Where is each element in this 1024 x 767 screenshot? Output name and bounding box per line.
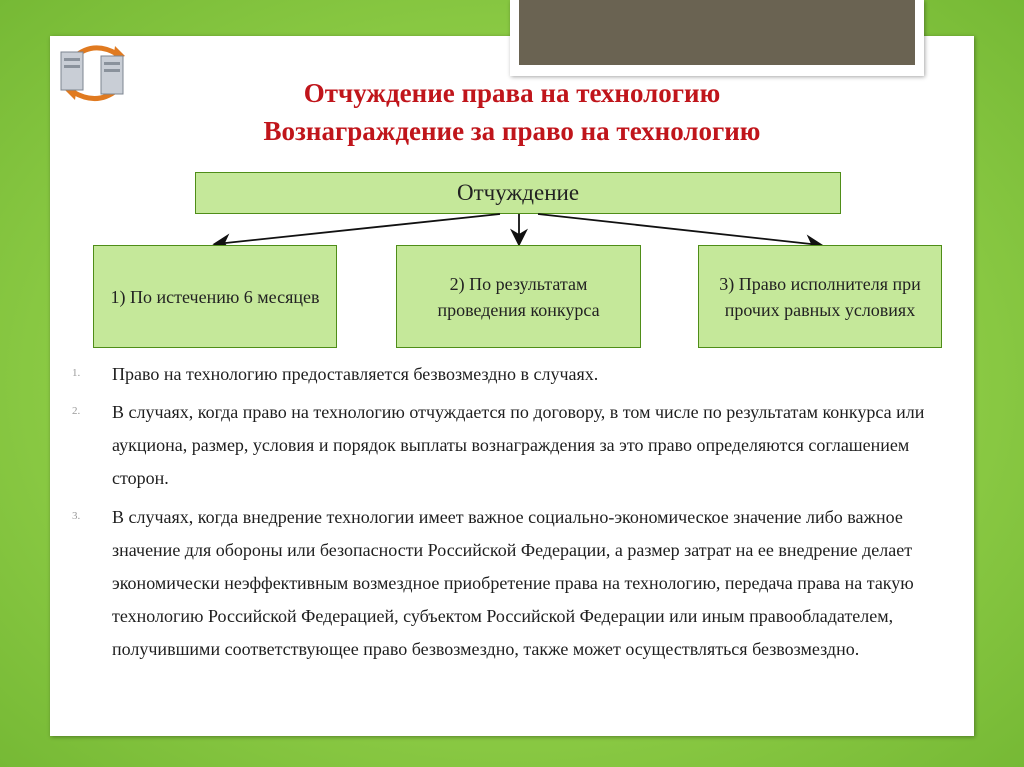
option-box-1: 1) По истечению 6 месяцев	[93, 245, 337, 348]
slide-title-line2: Вознаграждение за право на технологию	[263, 116, 761, 146]
list-text: Право на технологию предоставляется безвозмездно в случаях.	[112, 364, 599, 384]
slide-title-line1: Отчуждение права на технологию	[303, 78, 721, 108]
alienation-box: Отчуждение	[195, 172, 841, 214]
list-number: 3.	[72, 510, 81, 522]
list-number: 1.	[72, 367, 81, 379]
list-text: В случаях, когда внедрение технологии имеет важное социально-экономическое значение либо важное значение для обороны или безопасности Российской Федерации, а размер затрат на ее внедрение делает экономически неэффективным возмездное приобретение права на технологию, передача права на такую технологию Российской Федерацией, субъектом Российской Федерации или иным правообладателем, получившими соответствующее право безвозмездно, также может осуществляться безвозмездно.	[112, 507, 914, 659]
list-number: 2.	[72, 405, 81, 417]
list-text: В случаях, когда право на технологию отчуждается по договору, в том числе по результатам конкурса или аукциона, размер, условия и порядок выплаты вознаграждения за это право определяются соглашением сторон.	[112, 402, 925, 488]
arrow-to-option-1	[216, 214, 500, 244]
option-box-2: 2) По результатам проведения конкурса	[396, 245, 641, 348]
option-box-3: 3) Право исполнителя при прочих равных условиях	[698, 245, 942, 348]
arrow-to-option-3	[538, 214, 820, 245]
